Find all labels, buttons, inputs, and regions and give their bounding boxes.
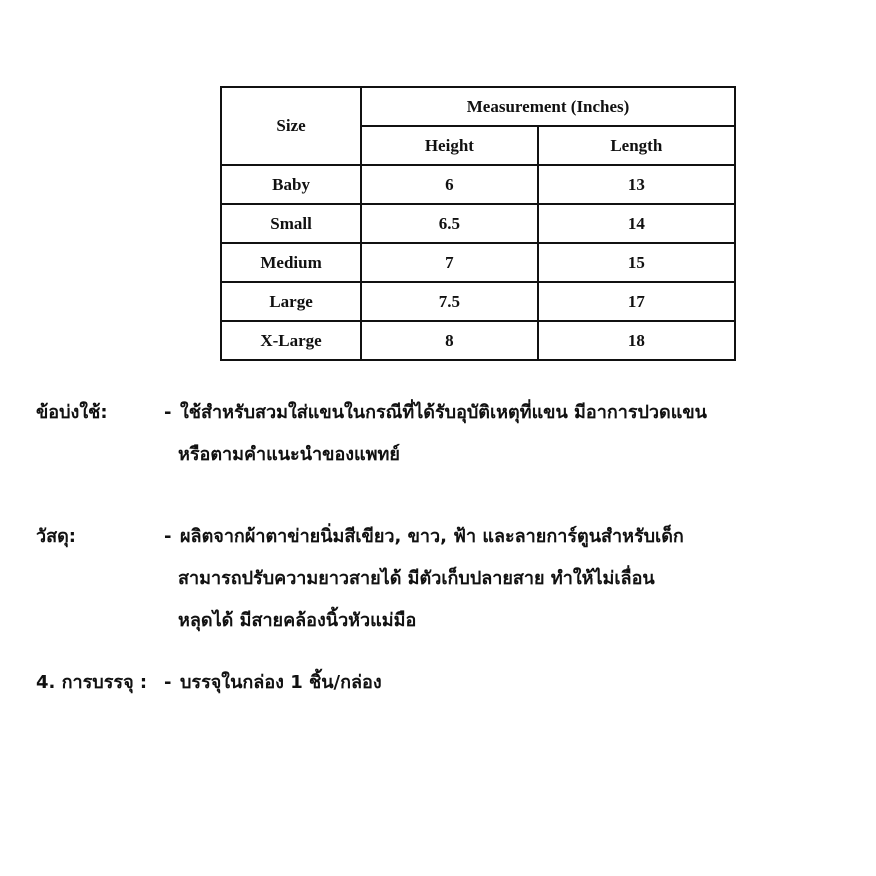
size-column-header: Size	[221, 87, 361, 165]
size-chart-table	[220, 86, 736, 361]
table-row	[221, 165, 735, 204]
packaging-label: 4. การบรรจุ :	[36, 672, 148, 693]
height-cell: 6	[361, 165, 538, 204]
height-cell: 7.5	[361, 282, 538, 321]
packaging-section	[36, 662, 836, 706]
material-line: สามารถปรับความยาวสายได้ มีตัวเก็บปลายสาย ทำให้ไม่เลื่อน	[178, 568, 655, 589]
length-cell: 13	[538, 165, 735, 204]
material-line: ผลิตจากผ้าตาข่ายนิ่มสีเขียว, ขาว, ฟ้า และลายการ์ตูนสำหรับเด็ก	[180, 526, 684, 547]
size-cell: X-Large	[221, 321, 361, 360]
bullet-dash: -	[164, 526, 172, 547]
packaging-line: บรรจุในกล่อง 1 ชิ้น/กล่อง	[180, 672, 382, 693]
bullet-dash: -	[164, 402, 172, 423]
length-cell: 18	[538, 321, 735, 360]
size-cell: Large	[221, 282, 361, 321]
table-header-row	[221, 87, 735, 126]
measurement-header: Measurement (Inches)	[361, 87, 735, 126]
material-label: วัสดุ:	[36, 526, 76, 547]
material-line: หลุดได้ มีสายคล้องนิ้วหัวแม่มือ	[178, 610, 417, 631]
size-cell: Medium	[221, 243, 361, 282]
size-cell: Baby	[221, 165, 361, 204]
height-column-header: Height	[361, 126, 538, 165]
indications-line: ใช้สำหรับสวมใส่แขนในกรณีที่ได้รับอุบัติเหตุที่แขน มีอาการปวดแขน	[180, 402, 707, 423]
height-cell: 6.5	[361, 204, 538, 243]
length-column-header: Length	[538, 126, 735, 165]
indications-section	[36, 392, 836, 482]
indications-line: หรือตามคำแนะนำของแพทย์	[178, 444, 400, 465]
table-row	[221, 204, 735, 243]
table-row	[221, 321, 735, 360]
indications-label: ข้อบ่งใช้:	[36, 402, 108, 423]
length-cell: 17	[538, 282, 735, 321]
length-cell: 14	[538, 204, 735, 243]
length-cell: 15	[538, 243, 735, 282]
size-cell: Small	[221, 204, 361, 243]
height-cell: 8	[361, 321, 538, 360]
table-row	[221, 243, 735, 282]
bullet-dash: -	[164, 672, 172, 693]
table-row	[221, 282, 735, 321]
material-section	[36, 516, 836, 646]
height-cell: 7	[361, 243, 538, 282]
